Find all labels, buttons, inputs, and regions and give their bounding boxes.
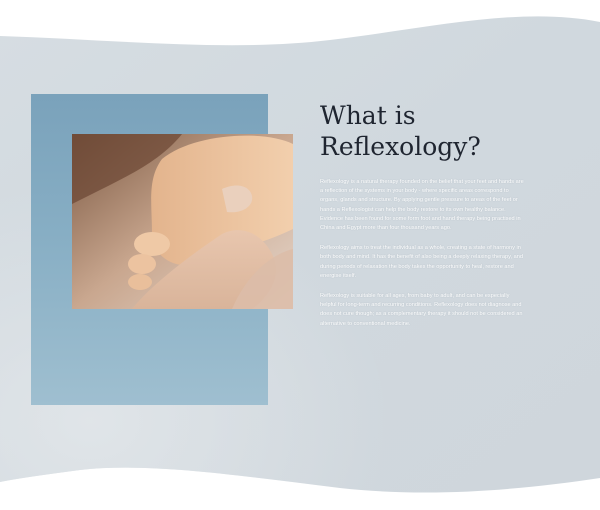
content-column (320, 100, 525, 340)
reflexology-photo (72, 134, 293, 309)
paragraph-suitability: Reflexology is suitable for all ages, from baby to adult, and can be especially helpful for long-term and recurring conditions. Reflexology does not diagnose and does not cure though; as a complementary therapy it should not be considered an alternative to conventional medicine. (320, 293, 523, 327)
paragraph-intro: Reflexology is a natural therapy founded on the belief that your feet and hands are a reflection of the systems in your body - where specific areas correspond to organs, glands and structure. By applying gentle pressure to areas of the feet or hands a Reflexologist can help the body restore to its own healthy balance. Evidence has been found for some form foot and hand therapy being practised in China and Egypt more than four thousand years ago. (320, 179, 524, 232)
hands-massaging-foot-illustration (72, 134, 293, 309)
paragraph-aims: Reflexology aims to treat the individual as a whole, creating a state of harmony in both body and mind. It has the benefit of also being a deeply relaxing therapy, and during periods of relaxation the body takes the opportunity to heal, restore and energise itself. (320, 245, 523, 279)
page-title (320, 100, 525, 162)
title-line-2: Reflexology? (320, 132, 481, 161)
title-line-1: What is (320, 101, 416, 130)
